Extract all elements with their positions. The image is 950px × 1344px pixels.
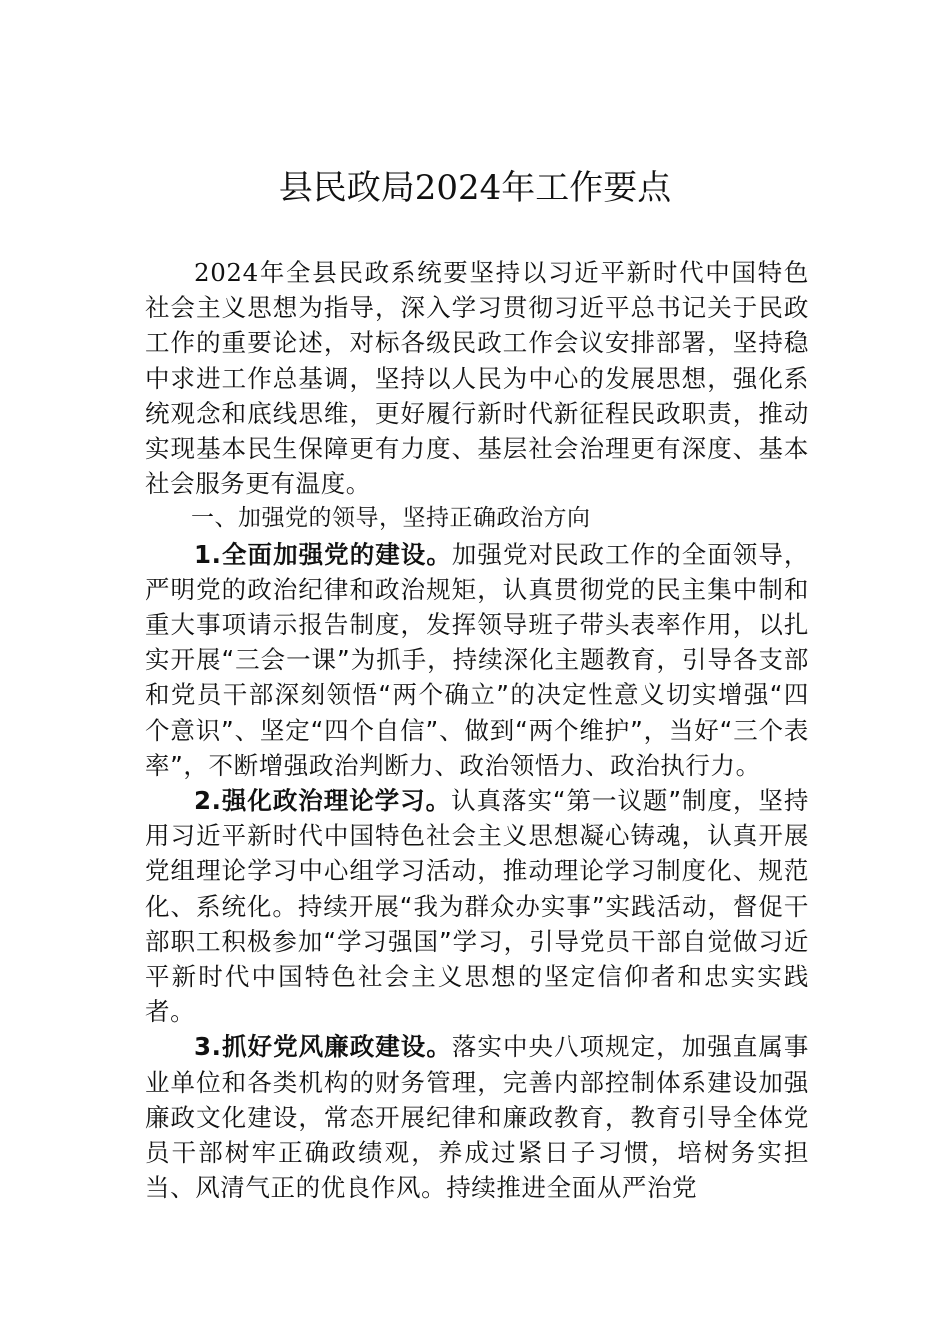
document-body (145, 255, 809, 1205)
item-text-3: 落实中央八项规定，加强直属事业单位和各类机构的财务管理，完善内部控制体系建设加强廉政文化建设，常态开展纪律和廉政教育，教育引导全体党员干部树牢正确政绩观，养成过紧日子习惯，培树务实担当、风清气正的优良作风。持续推进全面从严治党 (145, 1032, 809, 1203)
item-paragraph-1 (145, 537, 809, 783)
item-paragraph-2 (145, 783, 809, 1029)
intro-paragraph: 2024年全县民政系统要坚持以习近平新时代中国特色社会主义思想为指导，深入学习贯彻习近平总书记关于民政工作的重要论述，对标各级民政工作会议安排部署，坚持稳中求进工作总基调，坚持以人民为中心的发展思想，强化系统观念和底线思维，更好履行新时代新征程民政职责，推动实现基本民生保障更有力度、基层社会治理更有深度、基本社会服务更有温度。 (145, 258, 809, 499)
item-lead-2: 2.强化政治理论学习。 (194, 786, 452, 816)
document-title: 县民政局2024年工作要点 (278, 168, 672, 208)
section-heading-1: 一、加强党的领导，坚持正确政治方向 (191, 505, 591, 532)
item-paragraph-3 (145, 1029, 809, 1205)
item-text-2: 认真落实“第一议题”制度，坚持用习近平新时代中国特色社会主义思想凝心铸魂，认真开展党组理论学习中心组学习活动，推动理论学习制度化、规范化、系统化。持续开展“我为群众办实事”实践活动，督促干部职工积极参加“学习强国”学习，引导党员干部自觉做习近平新时代中国特色社会主义思想的坚定信仰者和忠实实践者。 (145, 786, 809, 1027)
item-text-1: 加强党对民政工作的全面领导，严明党的政治纪律和政治规矩，认真贯彻党的民主集中制和重大事项请示报告制度，发挥领导班子带头表率作用，以扎实开展“三会一课”为抓手，持续深化主题教育，引导各支部和党员干部深刻领悟“两个确立”的决定性意义切实增强“四个意识”、坚定“四个自信”、做到“两个维护”，当好“三个表率”，不断增强政治判断力、政治领悟力、政治执行力。 (145, 539, 809, 780)
item-lead-3: 3.抓好党风廉政建设。 (194, 1032, 452, 1062)
item-lead-1: 1.全面加强党的建设。 (194, 539, 452, 569)
